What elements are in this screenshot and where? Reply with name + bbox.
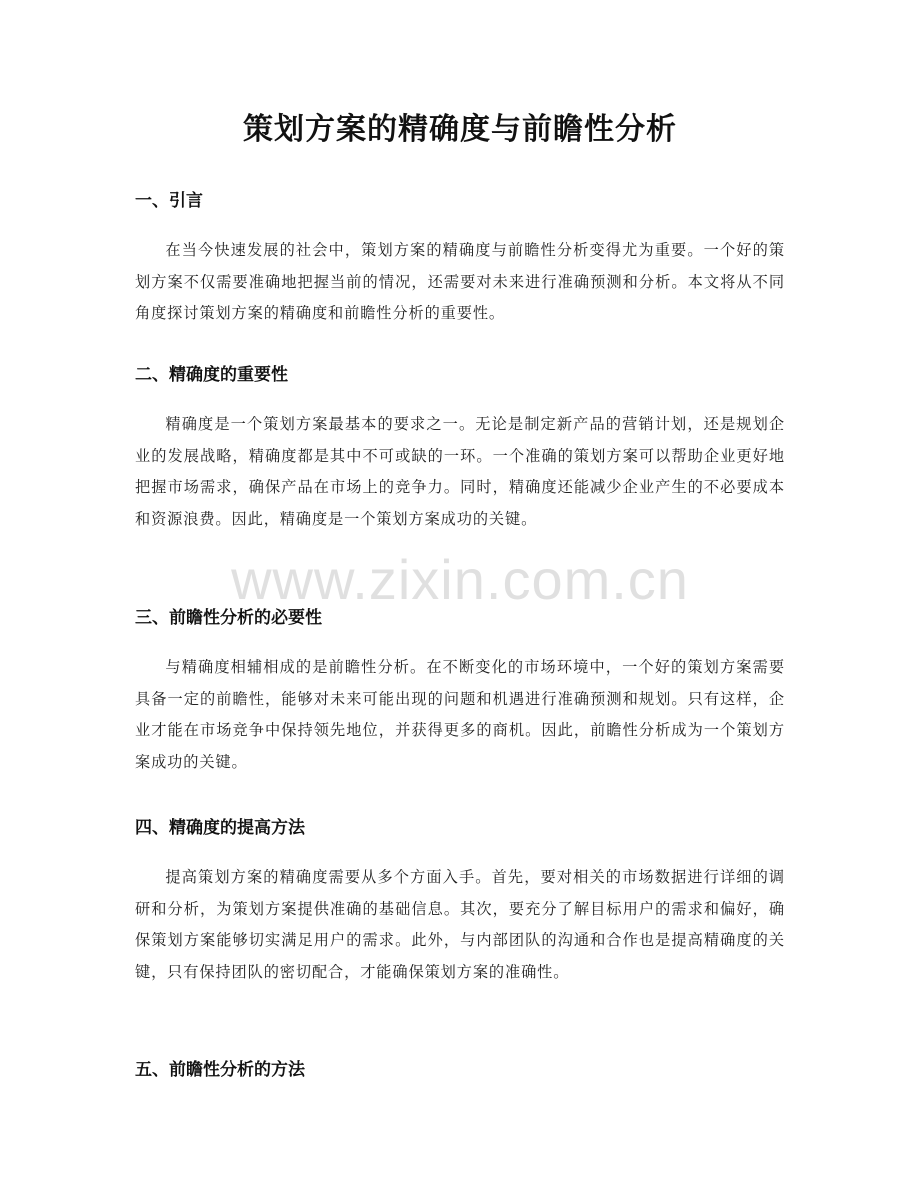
section-paragraph-introduction: 在当今快速发展的社会中，策划方案的精确度与前瞻性分析变得尤为重要。一个好的策划方案不仅需要准确地把握当前的情况，还需要对未来进行准确预测和分析。本文将从不同角度探讨策划方案的精确度和前瞻性分析的重要性。 <box>135 241 785 322</box>
section-heading-foresight-methods: 五、前瞻性分析的方法 <box>135 1060 305 1080</box>
section-paragraph-precision-methods: 提高策划方案的精确度需要从多个方面入手。首先，要对相关的市场数据进行详细的调研和分析，为策划方案提供准确的基础信息。其次，要充分了解目标用户的需求和偏好，确保策划方案能够切实满足用户的需求。此外，与内部团队的沟通和合作也是提高精确度的关键，只有保持团队的密切配合，才能确保策划方案的准确性。 <box>135 868 785 981</box>
section-paragraph-precision-importance: 精确度是一个策划方案最基本的要求之一。无论是制定新产品的营销计划，还是规划企业的发展战略，精确度都是其中不可或缺的一环。一个准确的策划方案可以帮助企业更好地把握市场需求，确保产品在市场上的竞争力。同时，精确度还能减少企业产生的不必要成本和资源浪费。因此，精确度是一个策划方案成功的关键。 <box>135 415 785 528</box>
section-paragraph-foresight-necessity: 与精确度相辅相成的是前瞻性分析。在不断变化的市场环境中，一个好的策划方案需要具备一定的前瞻性，能够对未来可能出现的问题和机遇进行准确预测和规划。只有这样，企业才能在市场竞争中保持领先地位，并获得更多的商机。因此，前瞻性分析成为一个策划方案成功的关键。 <box>135 658 785 771</box>
section-heading-precision-methods: 四、精确度的提高方法 <box>135 818 305 838</box>
section-heading-precision-importance: 二、精确度的重要性 <box>135 365 288 385</box>
section-heading-foresight-necessity: 三、前瞻性分析的必要性 <box>135 608 322 628</box>
document-title: 策划方案的精确度与前瞻性分析 <box>243 112 677 147</box>
watermark: www.zixin.com.cn <box>231 548 689 611</box>
section-heading-introduction: 一、引言 <box>135 191 203 211</box>
